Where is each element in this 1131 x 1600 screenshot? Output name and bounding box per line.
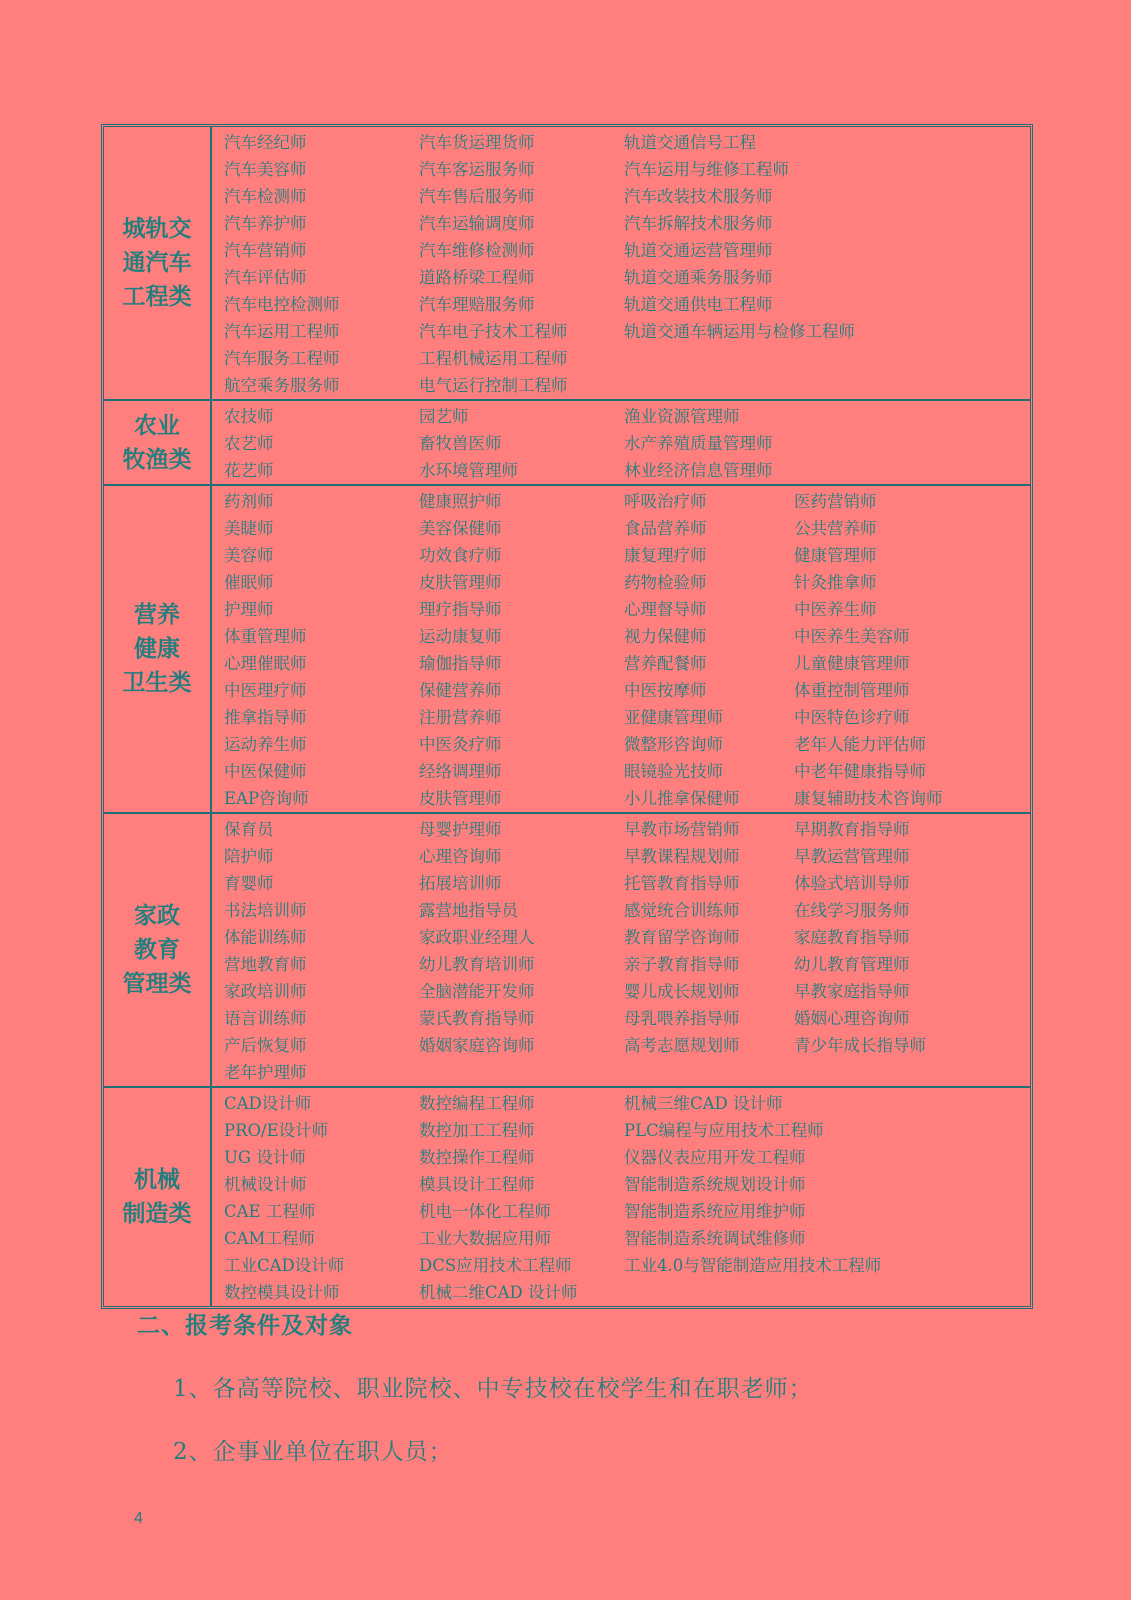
occupation-item: 汽车改装技术服务师 bbox=[624, 187, 773, 206]
occupation-item: 视力保健师 bbox=[624, 627, 707, 646]
occupation-item: 家政职业经理人 bbox=[419, 928, 535, 947]
occupation-item: 汽车电控检测师 bbox=[224, 295, 340, 314]
occupation-item: 汽车经纪师 bbox=[224, 133, 307, 152]
occupation-item: 水产养殖质量管理师 bbox=[624, 434, 773, 453]
occupation-item: 汽车运输调度师 bbox=[419, 214, 535, 233]
occupation-item: 美容师 bbox=[224, 546, 274, 565]
occupation-item: 数控加工工程师 bbox=[419, 1121, 535, 1140]
occupation-item: 汽车运用与维修工程师 bbox=[624, 160, 789, 179]
occupation-item: 托管教育指导师 bbox=[624, 874, 740, 893]
occupation-item: 陪护师 bbox=[224, 847, 274, 866]
occupation-item: 语言训练师 bbox=[224, 1009, 307, 1028]
section-heading: 二、报考条件及对象 bbox=[137, 1312, 353, 1339]
occupation-item: 皮肤管理师 bbox=[419, 573, 502, 592]
occupation-item: 农艺师 bbox=[224, 434, 274, 453]
occupation-item: 机械设计师 bbox=[224, 1175, 307, 1194]
occupation-list bbox=[212, 127, 1030, 399]
occupation-item: 仪器仪表应用开发工程师 bbox=[624, 1148, 806, 1167]
occupation-item bbox=[612, 1059, 782, 1086]
occupation-item: 航空乘务服务师 bbox=[224, 376, 340, 395]
occupation-item: 家政培训师 bbox=[224, 982, 307, 1001]
occupation-item: 体重管理师 bbox=[224, 627, 307, 646]
occupation-item: 老年护理师 bbox=[224, 1063, 307, 1082]
occupation-item: 理疗指导师 bbox=[419, 600, 502, 619]
occupation-item: 汽车养护师 bbox=[224, 214, 307, 233]
occupation-item: 中医灸疗师 bbox=[419, 735, 502, 754]
occupation-item: 工业4.0与智能制造应用技术工程师 bbox=[624, 1256, 882, 1275]
occupation-item: 工程机械运用工程师 bbox=[419, 349, 568, 368]
occupation-item: 高考志愿规划师 bbox=[624, 1036, 740, 1055]
occupation-item: 在线学习服务师 bbox=[794, 901, 910, 920]
occupation-item: 心理督导师 bbox=[624, 600, 707, 619]
occupation-item: 轨道交通运营管理师 bbox=[624, 241, 773, 260]
category-label: 农业 牧渔类 bbox=[104, 401, 212, 484]
occupation-item: 药物检验师 bbox=[624, 573, 707, 592]
occupation-item: 数控编程工程师 bbox=[419, 1094, 535, 1113]
occupation-item: 数控模具设计师 bbox=[224, 1283, 340, 1302]
category-label: 城轨交 通汽车 工程类 bbox=[104, 127, 212, 399]
occupation-item: 育婴师 bbox=[224, 874, 274, 893]
occupation-item: CAM工程师 bbox=[224, 1229, 315, 1248]
condition-paragraph-1: 1、各高等院校、职业院校、中专技校在校学生和在职老师； bbox=[173, 1376, 813, 1402]
occupation-item: 小儿推拿保健师 bbox=[624, 789, 740, 808]
occupation-item: 儿童健康管理师 bbox=[794, 654, 910, 673]
occupation-item: 模具设计工程师 bbox=[419, 1175, 535, 1194]
occupation-item bbox=[612, 345, 1030, 372]
occupation-item: 护理师 bbox=[224, 600, 274, 619]
occupation-item: 工业CAD设计师 bbox=[224, 1256, 345, 1275]
occupation-item: 中医理疗师 bbox=[224, 681, 307, 700]
table-section bbox=[104, 127, 1030, 399]
occupation-item: 汽车营销师 bbox=[224, 241, 307, 260]
occupation-item: 青少年成长指导师 bbox=[794, 1036, 926, 1055]
occupation-item: 畜牧兽医师 bbox=[419, 434, 502, 453]
occupation-item: 家庭教育指导师 bbox=[794, 928, 910, 947]
occupation-item: 保健营养师 bbox=[419, 681, 502, 700]
occupation-item: 汽车运用工程师 bbox=[224, 322, 340, 341]
occupation-item: 健康照护师 bbox=[419, 492, 502, 511]
occupation-item: 母婴护理师 bbox=[419, 820, 502, 839]
occupation-item: 道路桥梁工程师 bbox=[419, 268, 535, 287]
occupation-item: CAE 工程师 bbox=[224, 1202, 316, 1221]
occupation-list bbox=[212, 401, 1030, 484]
occupation-item: 机械二维CAD 设计师 bbox=[419, 1283, 578, 1302]
table-section bbox=[104, 399, 1030, 484]
occupation-item: 汽车理赔服务师 bbox=[419, 295, 535, 314]
occupation-item: 智能制造系统应用维护师 bbox=[624, 1202, 806, 1221]
occupation-item: 园艺师 bbox=[419, 407, 469, 426]
occupation-item: 食品营养师 bbox=[624, 519, 707, 538]
occupation-item: 早教课程规划师 bbox=[624, 847, 740, 866]
occupation-item: CAD设计师 bbox=[224, 1094, 312, 1113]
occupation-item: 中医养生美容师 bbox=[794, 627, 910, 646]
occupation-item: 中医保健师 bbox=[224, 762, 307, 781]
occupation-item: PRO/E设计师 bbox=[224, 1121, 329, 1140]
occupation-item: 汽车拆解技术服务师 bbox=[624, 214, 773, 233]
occupation-item: 保育员 bbox=[224, 820, 274, 839]
occupation-item: 皮肤管理师 bbox=[419, 789, 502, 808]
occupation-item: 康复辅助技术咨询师 bbox=[794, 789, 943, 808]
condition-paragraph-2: 2、企事业单位在职人员； bbox=[173, 1439, 453, 1465]
occupation-item: 汽车售后服务师 bbox=[419, 187, 535, 206]
occupation-item: 中医养生师 bbox=[794, 600, 877, 619]
category-label: 机械 制造类 bbox=[104, 1088, 212, 1306]
occupation-item: 幼儿教育培训师 bbox=[419, 955, 535, 974]
occupation-item: 医药营销师 bbox=[794, 492, 877, 511]
occupation-item: 早教运营管理师 bbox=[794, 847, 910, 866]
occupation-item: 药剂师 bbox=[224, 492, 274, 511]
occupation-item: 体能训练师 bbox=[224, 928, 307, 947]
occupation-item: 中医按摩师 bbox=[624, 681, 707, 700]
occupation-item: 蒙氏教育指导师 bbox=[419, 1009, 535, 1028]
occupation-item: 汽车客运服务师 bbox=[419, 160, 535, 179]
occupation-item: 汽车维修检测师 bbox=[419, 241, 535, 260]
occupation-item: 针灸推拿师 bbox=[794, 573, 877, 592]
occupation-item: 亲子教育指导师 bbox=[624, 955, 740, 974]
occupation-item: EAP咨询师 bbox=[224, 789, 309, 808]
occupation-list bbox=[212, 486, 1030, 812]
occupation-item: PLC编程与应用技术工程师 bbox=[624, 1121, 824, 1140]
occupation-item bbox=[612, 1279, 1030, 1306]
occupation-item: 花艺师 bbox=[224, 461, 274, 480]
occupation-list bbox=[212, 814, 1030, 1086]
occupation-item: 经络调理师 bbox=[419, 762, 502, 781]
category-label: 营养 健康 卫生类 bbox=[104, 486, 212, 812]
occupation-item: 电气运行控制工程师 bbox=[419, 376, 568, 395]
occupation-item: 公共营养师 bbox=[794, 519, 877, 538]
occupation-item: 亚健康管理师 bbox=[624, 708, 723, 727]
occupation-item: 轨道交通车辆运用与检修工程师 bbox=[624, 322, 855, 341]
occupation-item: 汽车货运理货师 bbox=[419, 133, 535, 152]
occupation-item: 美睫师 bbox=[224, 519, 274, 538]
occupation-item bbox=[407, 1059, 612, 1086]
occupation-item: 幼儿教育管理师 bbox=[794, 955, 910, 974]
occupation-item: 注册营养师 bbox=[419, 708, 502, 727]
occupation-item bbox=[782, 1059, 1030, 1086]
table-section bbox=[104, 1086, 1030, 1306]
occupation-item: 中医特色诊疗师 bbox=[794, 708, 910, 727]
occupation-item: 呼吸治疗师 bbox=[624, 492, 707, 511]
occupation-item: 农技师 bbox=[224, 407, 274, 426]
occupation-item: 美容保健师 bbox=[419, 519, 502, 538]
occupation-item: 汽车评估师 bbox=[224, 268, 307, 287]
occupation-item: 体重控制管理师 bbox=[794, 681, 910, 700]
occupation-item: 教育留学咨询师 bbox=[624, 928, 740, 947]
occupation-item: 水环境管理师 bbox=[419, 461, 518, 480]
occupation-item: 营养配餐师 bbox=[624, 654, 707, 673]
occupation-item: 营地教育师 bbox=[224, 955, 307, 974]
occupation-item: 露营地指导员 bbox=[419, 901, 518, 920]
occupation-item: 全脑潜能开发师 bbox=[419, 982, 535, 1001]
occupation-item: 婴儿成长规划师 bbox=[624, 982, 740, 1001]
occupation-item: 运动养生师 bbox=[224, 735, 307, 754]
occupation-item: 运动康复师 bbox=[419, 627, 502, 646]
occupation-item: 瑜伽指导师 bbox=[419, 654, 502, 673]
occupation-item: 老年人能力评估师 bbox=[794, 735, 926, 754]
page-number: 4 bbox=[134, 1510, 143, 1527]
occupation-item: 康复理疗师 bbox=[624, 546, 707, 565]
table-section bbox=[104, 484, 1030, 812]
occupation-item: 中老年健康指导师 bbox=[794, 762, 926, 781]
occupation-item: 轨道交通乘务服务师 bbox=[624, 268, 773, 287]
occupation-item bbox=[612, 372, 1030, 399]
occupation-item: 汽车美容师 bbox=[224, 160, 307, 179]
occupation-item: 渔业资源管理师 bbox=[624, 407, 740, 426]
occupation-item: 微整形咨询师 bbox=[624, 735, 723, 754]
occupation-item: 催眠师 bbox=[224, 573, 274, 592]
occupation-item: 婚姻心理咨询师 bbox=[794, 1009, 910, 1028]
occupation-item: 眼镜验光技师 bbox=[624, 762, 723, 781]
occupation-item: 拓展培训师 bbox=[419, 874, 502, 893]
occupation-item: 工业大数据应用师 bbox=[419, 1229, 551, 1248]
occupation-item: 汽车服务工程师 bbox=[224, 349, 340, 368]
occupation-item: 汽车电子技术工程师 bbox=[419, 322, 568, 341]
occupation-item: 母乳喂养指导师 bbox=[624, 1009, 740, 1028]
occupation-item: 汽车检测师 bbox=[224, 187, 307, 206]
occupation-item: 早期教育指导师 bbox=[794, 820, 910, 839]
occupation-item: DCS应用技术工程师 bbox=[419, 1256, 572, 1275]
occupation-item: 婚姻家庭咨询师 bbox=[419, 1036, 535, 1055]
occupation-item: 感觉统合训练师 bbox=[624, 901, 740, 920]
occupation-table bbox=[101, 124, 1033, 1309]
occupation-item: 推拿指导师 bbox=[224, 708, 307, 727]
occupation-item: 心理咨询师 bbox=[419, 847, 502, 866]
occupation-item: 早教市场营销师 bbox=[624, 820, 740, 839]
occupation-item: 数控操作工程师 bbox=[419, 1148, 535, 1167]
occupation-item: 智能制造系统调试维修师 bbox=[624, 1229, 806, 1248]
occupation-item: 智能制造系统规划设计师 bbox=[624, 1175, 806, 1194]
table-section bbox=[104, 812, 1030, 1086]
occupation-item: 体验式培训导师 bbox=[794, 874, 910, 893]
occupation-list bbox=[212, 1088, 1030, 1306]
occupation-item: 机电一体化工程师 bbox=[419, 1202, 551, 1221]
occupation-item: UG 设计师 bbox=[224, 1148, 306, 1167]
occupation-item: 健康管理师 bbox=[794, 546, 877, 565]
occupation-item: 轨道交通信号工程 bbox=[624, 133, 756, 152]
category-label: 家政 教育 管理类 bbox=[104, 814, 212, 1086]
occupation-item: 功效食疗师 bbox=[419, 546, 502, 565]
occupation-item: 林业经济信息管理师 bbox=[624, 461, 773, 480]
occupation-item: 机械三维CAD 设计师 bbox=[624, 1094, 783, 1113]
occupation-item: 心理催眠师 bbox=[224, 654, 307, 673]
occupation-item: 书法培训师 bbox=[224, 901, 307, 920]
occupation-item: 早教家庭指导师 bbox=[794, 982, 910, 1001]
occupation-item: 产后恢复师 bbox=[224, 1036, 307, 1055]
occupation-item: 轨道交通供电工程师 bbox=[624, 295, 773, 314]
